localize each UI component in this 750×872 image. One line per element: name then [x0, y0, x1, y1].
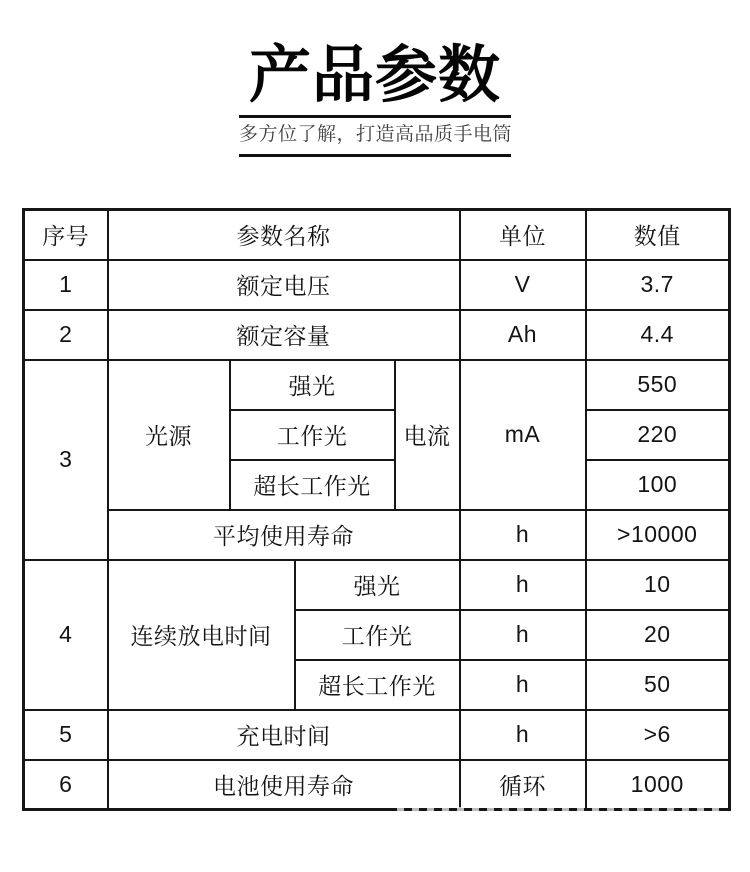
cell-group-discharge-time: 连续放电时间: [108, 560, 295, 710]
cell-current-label: 电流: [395, 360, 460, 510]
cell-unit-ma: mA: [460, 360, 586, 510]
col-header-param-name: 参数名称: [108, 210, 460, 260]
cell-seq-5: 5: [24, 710, 108, 760]
cell-unit-h-life: h: [460, 510, 586, 560]
table-row-5: [24, 710, 730, 760]
cell-param-rated-voltage: 额定电压: [108, 260, 460, 310]
cell-value-current-strong: 550: [586, 360, 730, 410]
table-row-3-average-life: [24, 510, 730, 560]
cell-group-light-source: 光源: [108, 360, 230, 510]
table-row-6: [24, 760, 730, 810]
cell-value-voltage: 3.7: [586, 260, 730, 310]
cell-unit-h-strong: h: [460, 560, 586, 610]
table-row-1: [24, 260, 730, 310]
cell-value-current-long-work: 100: [586, 460, 730, 510]
cell-unit-v: V: [460, 260, 586, 310]
col-header-value: 数值: [586, 210, 730, 260]
page-title: 产品参数: [248, 41, 501, 110]
cell-value-average-life: >10000: [586, 510, 730, 560]
table-header-row: [24, 210, 730, 260]
cell-unit-ah: Ah: [460, 310, 586, 360]
cell-mode-long-work: 超长工作光: [230, 460, 395, 510]
cell-value-time-long-work: 50: [586, 660, 730, 710]
cell-unit-h-work: h: [460, 610, 586, 660]
cell-seq-3: 3: [24, 360, 108, 560]
cell-value-time-work: 20: [586, 610, 730, 660]
table-row-2: [24, 310, 730, 360]
col-header-seq: 序号: [24, 210, 108, 260]
cell-unit-h-charge: h: [460, 710, 586, 760]
cell-unit-cycles: 循环: [460, 760, 586, 810]
cell-param-rated-capacity: 额定容量: [108, 310, 460, 360]
col-header-unit: 单位: [460, 210, 586, 260]
cell-value-time-strong: 10: [586, 560, 730, 610]
spec-table: [22, 208, 731, 811]
cell-discharge-mode-long-work: 超长工作光: [295, 660, 460, 710]
cell-value-battery-life: 1000: [586, 760, 730, 810]
cell-value-charge-time: >6: [586, 710, 730, 760]
cell-param-average-life: 平均使用寿命: [108, 510, 460, 560]
table-row-4-strong-light: [24, 560, 730, 610]
cell-seq-4: 4: [24, 560, 108, 710]
cell-param-battery-life: 电池使用寿命: [108, 760, 460, 810]
page-subtitle: 多方位了解，打造高品质手电筒: [239, 115, 511, 157]
spec-table-wrap: [22, 208, 728, 811]
header-block: [239, 42, 511, 157]
cell-discharge-mode-work: 工作光: [295, 610, 460, 660]
cell-value-current-work: 220: [586, 410, 730, 460]
cell-param-charge-time: 充电时间: [108, 710, 460, 760]
cell-discharge-mode-strong: 强光: [295, 560, 460, 610]
cell-mode-strong: 强光: [230, 360, 395, 410]
cell-seq-1: 1: [24, 260, 108, 310]
cell-value-capacity: 4.4: [586, 310, 730, 360]
cell-unit-h-long-work: h: [460, 660, 586, 710]
cell-mode-work: 工作光: [230, 410, 395, 460]
table-row-3-strong-light: [24, 360, 730, 410]
cell-seq-2: 2: [24, 310, 108, 360]
cell-seq-6: 6: [24, 760, 108, 810]
